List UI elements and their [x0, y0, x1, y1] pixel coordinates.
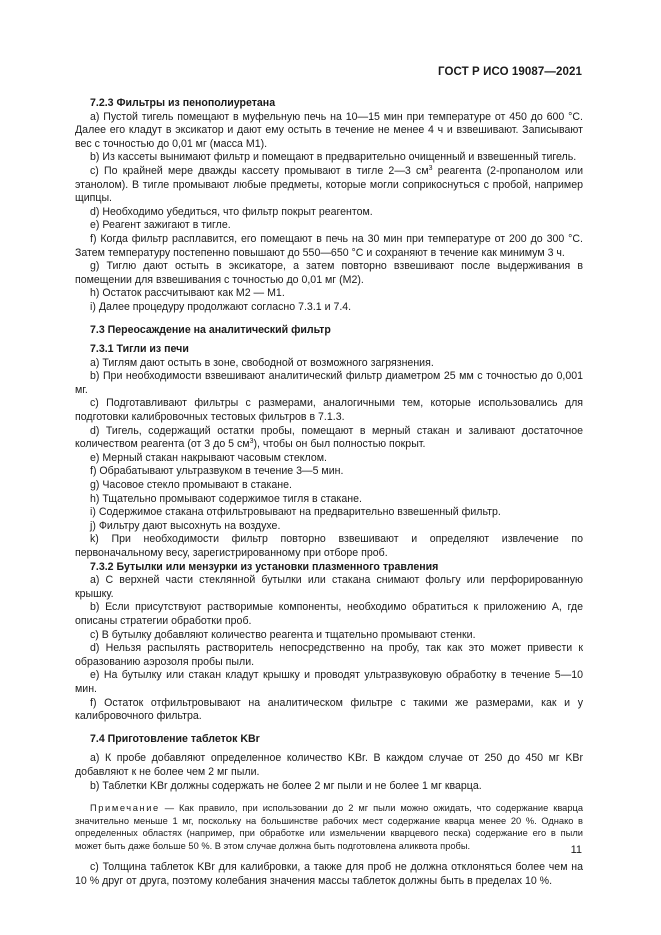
note-text: — Как правило, при использовании до 2 мг пыли можно ожидать, что содержание кварца значительно меньше 1 мг, поскольку на большинстве рабочих мест содержание кварца менее 20 %. Однако в определенных областях (например, при обработке или измельчении кварцевого песка) содержание его в пыли может быть даже больше 50 %. В этом случае должна быть подготовлена аликвота пробы.	[75, 803, 583, 851]
section-heading-7-3-1: 7.3.1 Тигли из печи	[90, 343, 189, 356]
item-7-3-2-d: d) Нельзя распылять растворитель непосредственно на пробу, так как это может привести к образованию аэрозоля пробы пыли.	[75, 642, 583, 668]
item-7-3-1-f: f) Обрабатывают ультразвуком в течение 3—5 мин.	[90, 465, 344, 478]
note-label: Примечание	[90, 803, 160, 814]
section-heading-7-4: 7.4 Приготовление таблеток KBr	[90, 732, 260, 745]
item-7-3-1-k: k) При необходимости фильтр повторно взвешивают и определяют извлечение по первоначальному весу, зарегистрированному при отборе проб.	[75, 533, 583, 559]
item-7-4-c: c) Толщина таблеток KBr для калибровки, а также для проб не должна отклоняться более чем на 10 % друг от друга, поэтому колебания значения массы таблеток должны быть в пределах 10 %.	[75, 861, 583, 888]
item-7-4-b: b) Таблетки KBr должны содержать не более 2 мг пыли и не более 1 мг кварца.	[90, 779, 482, 792]
item-7-3-1-g: g) Часовое стекло промывают в стакане.	[90, 479, 292, 492]
item-7-3-1-e: e) Мерный стакан накрывают часовым стеклом.	[90, 451, 327, 464]
item-text: ), чтобы он был полностью покрыт.	[253, 438, 426, 451]
section-heading-7-2-3: 7.2.3 Фильтры из пенополиуретана	[90, 97, 276, 109]
superscript: 3	[428, 164, 433, 172]
item-7-3-2-e: e) На бутылку или стакан кладут крышку и проводят ультразвуковую обработку в течение 5—10 мин.	[75, 669, 583, 695]
item-7-3-1-a: a) Тиглям дают остыть в зоне, свободной от возможного загрязнения.	[90, 356, 434, 369]
item-7-3-1-b: b) При необходимости взвешивают аналитический фильтр диаметром 25 мм с точностью до 0,001 мг.	[75, 370, 583, 396]
item-7-2-3-d: d) Необходимо убедиться, что фильтр покрыт реагентом.	[90, 205, 373, 218]
item-text: d) Тигель, содержащий остатки пробы, помещают в мерный стакан и заливают достаточное количеством реагента (от 3 до 5 см	[75, 424, 583, 451]
item-7-3-1-i: i) Содержимое стакана отфильтровывают на предварительно взвешенный фильтр.	[90, 506, 501, 519]
note	[75, 802, 583, 852]
item-7-2-3-a: a) Пустой тигель помещают в муфельную печь на 10—15 мин при температуре от 450 до 600 °С. Далее его кладут в эксикатор и дают ему остыть в течение не менее 4 ч и взвешивают. Записывают вес с точностью до 0,01 мг (масса М1).	[75, 110, 583, 150]
item-7-4-a: a) К пробе добавляют определенное количество KBr. В каждом случае от 250 до 450 мг KBr добавляют к не более чем 2 мг пыли.	[75, 752, 583, 778]
item-7-3-1-d	[75, 425, 583, 452]
item-7-2-3-c	[75, 165, 583, 206]
document-body	[75, 97, 583, 889]
item-7-3-2-a: a) С верхней части стеклянной бутылки или стакана снимают фольгу или перфорированную крышку.	[75, 574, 583, 600]
standard-header: ГОСТ Р ИСО 19087—2021	[437, 66, 582, 78]
item-7-3-2-f: f) Остаток отфильтровывают на аналитическом фильтре с такими же размерами, как и у калибровочного фильтра.	[75, 696, 583, 723]
item-text: реагента (2-пропанолом или этанолом). В тигле промывают любые предметы, которые могли соприкоснуться с пробой, например щипцы.	[75, 164, 583, 205]
page-number: 11	[570, 844, 582, 856]
section-heading-7-3-2: 7.3.2 Бутылки или мензурки из установки плазменного травления	[90, 560, 439, 573]
item-7-3-1-h: h) Тщательно промывают содержимое тигля в стакане.	[90, 492, 362, 505]
item-text: c) По крайней мере дважды кассету промывают в тигле 2—3 см	[90, 164, 429, 177]
section-heading-7-3: 7.3 Переосаждение на аналитический фильтр	[90, 323, 331, 336]
item-7-3-1-c: c) Подготавливают фильтры с размерами, аналогичными тем, которые использовались для подготовки калибровочных тестовых фильтров в 7.1.3.	[75, 397, 583, 424]
item-7-2-3-h: h) Остаток рассчитывают как М2 — М1.	[90, 287, 285, 300]
item-7-2-3-f: f) Когда фильтр расплавится, его помещают в печь на 30 мин при температуре от 200 до 300 °С. Затем температуру постепенно повышают до 550—650 °С и сохраняют в течение как минимум 3 ч.	[75, 232, 583, 259]
item-7-2-3-e: e) Реагент зажигают в тигле.	[90, 219, 231, 232]
item-7-2-3-b: b) Из кассеты вынимают фильтр и помещают в предварительно очищенный и взвешенный тигель.	[90, 151, 577, 164]
item-7-3-2-b: b) Если присутствуют растворимые компоненты, необходимо обратиться к приложению А, где описаны стратегии обработки проб.	[75, 601, 583, 627]
item-7-2-3-g: g) Тиглю дают остыть в эксикаторе, а затем повторно взвешивают после выдерживания в помещении для взвешивания с точностью до 0,01 мг (М2).	[75, 260, 583, 286]
item-7-3-1-j: j) Фильтру дают высохнуть на воздухе.	[90, 519, 281, 532]
item-7-3-2-c: c) В бутылку добавляют количество реагента и тщательно промывают стенки.	[90, 628, 476, 641]
item-7-2-3-i: i) Далее процедуру продолжают согласно 7.3.1 и 7.4.	[90, 300, 352, 313]
superscript: 3	[249, 438, 254, 446]
